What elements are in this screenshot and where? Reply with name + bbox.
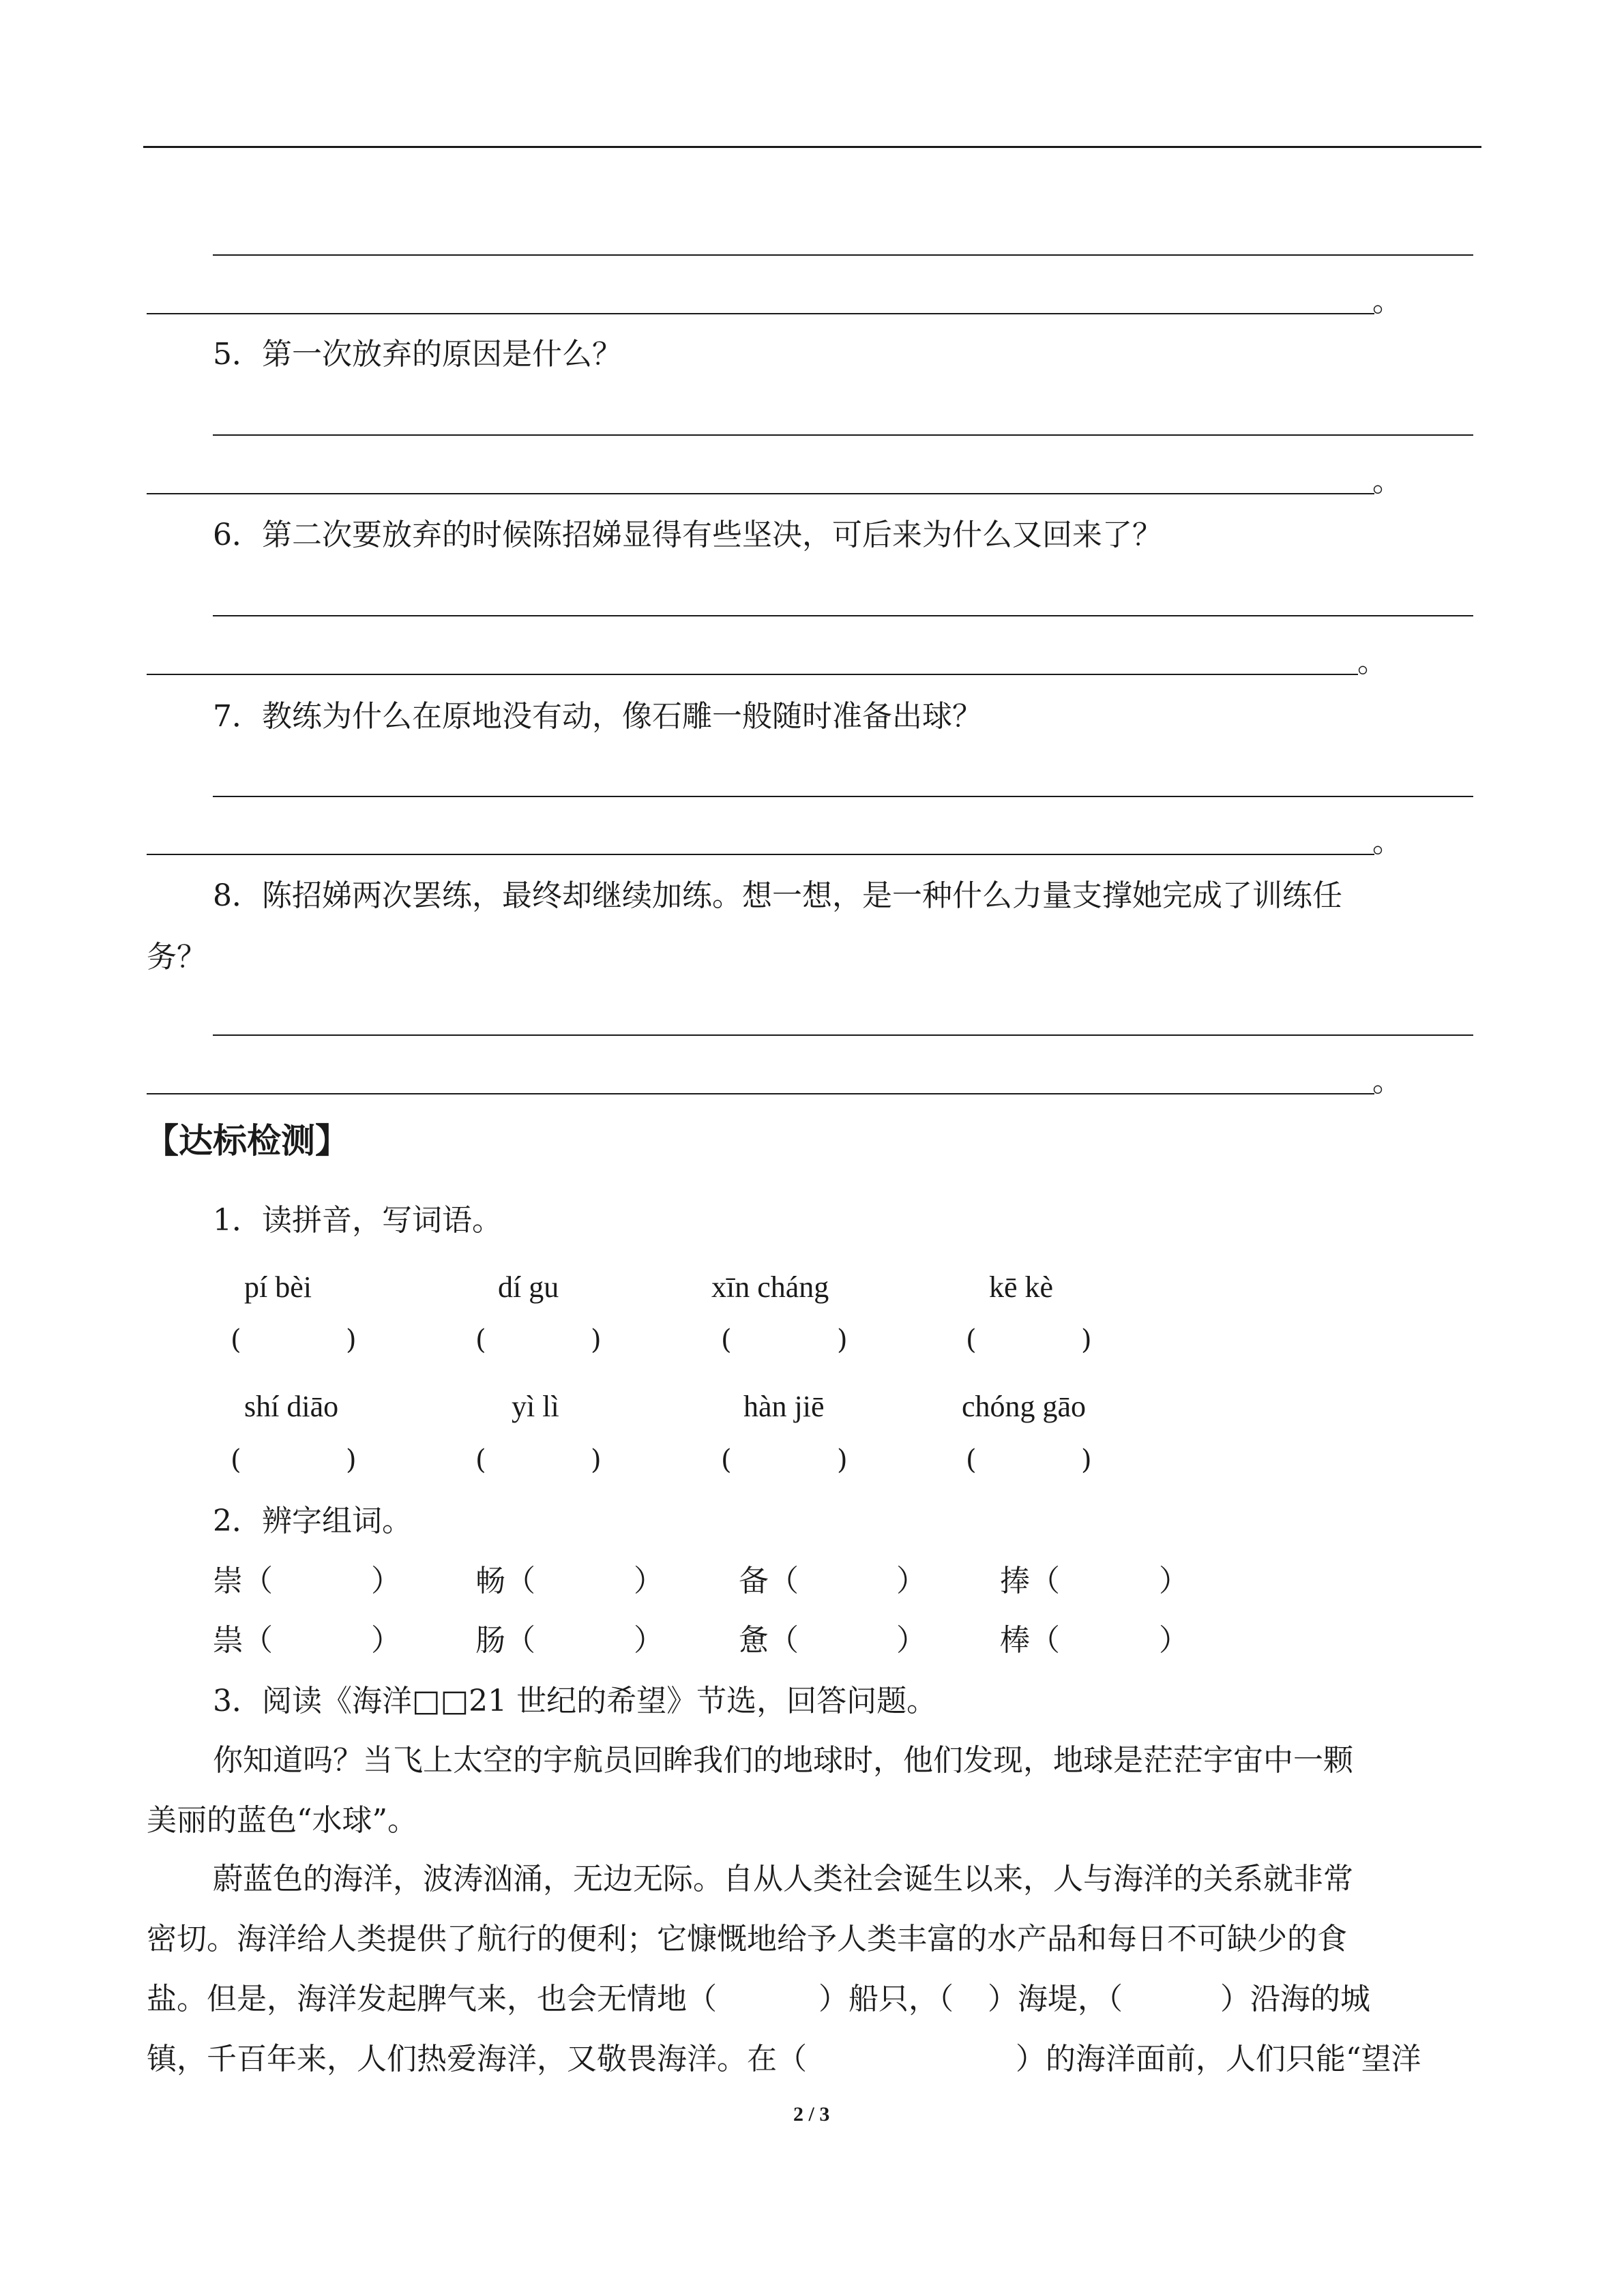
assessment-q1-title: 1．读拼音，写词语。 bbox=[213, 1203, 502, 1238]
answer-line[interactable] bbox=[213, 1034, 1473, 1036]
char-item-close: ） bbox=[896, 1623, 926, 1658]
char-item: 捧（ bbox=[1000, 1564, 1060, 1598]
answer-paren-close: ) bbox=[837, 1324, 848, 1356]
answer-paren-close: ) bbox=[837, 1444, 848, 1476]
answer-paren-close: ) bbox=[346, 1444, 357, 1476]
char-item-close: ） bbox=[634, 1623, 664, 1658]
answer-period: 。 bbox=[1372, 464, 1402, 498]
answer-paren-open: ( bbox=[966, 1324, 977, 1356]
pinyin: dí gu bbox=[498, 1270, 559, 1304]
char-item: 祟（ bbox=[213, 1623, 273, 1658]
passage-line: 盐。但是，海洋发起脾气来，也会无情地（ bbox=[147, 1982, 717, 2016]
answer-line[interactable] bbox=[213, 615, 1473, 616]
answer-paren-open: ( bbox=[721, 1324, 732, 1356]
char-item: 棒（ bbox=[1000, 1623, 1060, 1658]
answer-paren-close: ) bbox=[591, 1444, 602, 1476]
passage-line: ）的海洋面前，人们只能“望洋 bbox=[1016, 2042, 1421, 2076]
answer-line[interactable] bbox=[213, 796, 1473, 797]
char-item: 畅（ bbox=[475, 1564, 535, 1598]
answer-paren-open: ( bbox=[721, 1444, 732, 1476]
pinyin: xīn cháng bbox=[711, 1270, 829, 1304]
passage-line: 蔚蓝色的海洋，波涛汹涌，无边无际。自从人类社会诞生以来，人与海洋的关系就非常 bbox=[213, 1862, 1353, 1896]
char-item: 崇（ bbox=[213, 1564, 273, 1598]
answer-period: 。 bbox=[1372, 1064, 1402, 1099]
answer-line bbox=[213, 254, 1473, 256]
pinyin: chóng gāo bbox=[962, 1390, 1087, 1423]
answer-line bbox=[147, 313, 1374, 314]
answer-period: 。 bbox=[1372, 284, 1402, 318]
answer-paren-open: ( bbox=[475, 1324, 486, 1356]
answer-line[interactable] bbox=[213, 434, 1473, 436]
passage-line: 你知道吗？当飞上太空的宇航员回眸我们的地球时，他们发现，地球是茫茫宇宙中一颗 bbox=[213, 1743, 1353, 1778]
answer-paren-open: ( bbox=[475, 1444, 486, 1476]
section-title: 【达标检测】 bbox=[145, 1121, 349, 1161]
question-5: 5．第一次放弃的原因是什么？ bbox=[213, 337, 622, 372]
pinyin: shí diāo bbox=[244, 1390, 339, 1423]
answer-paren-open: ( bbox=[231, 1444, 241, 1476]
answer-paren-open: ( bbox=[231, 1324, 241, 1356]
question-8-line-1: 8．陈招娣两次罢练，最终却继续加练。想一想，是一种什么力量支撑她完成了训练任 bbox=[213, 878, 1342, 913]
passage-line: 美丽的蓝色“水球”。 bbox=[147, 1803, 417, 1838]
header-rule bbox=[143, 146, 1481, 148]
passage-line: ）海堤，（ bbox=[988, 1982, 1123, 2016]
passage-line: 密切。海洋给人类提供了航行的便利；它慷慨地给予人类丰富的水产品和每日不可缺少的食 bbox=[147, 1922, 1347, 1956]
answer-period: 。 bbox=[1357, 644, 1387, 679]
answer-line[interactable] bbox=[147, 1093, 1374, 1094]
char-item-close: ） bbox=[371, 1623, 401, 1658]
pinyin: pí bèi bbox=[244, 1270, 312, 1304]
pinyin: hàn jiē bbox=[743, 1390, 825, 1423]
char-item: 备（ bbox=[739, 1564, 799, 1598]
answer-line[interactable] bbox=[147, 854, 1374, 855]
question-7: 7．教练为什么在原地没有动，像石雕一般随时准备出球？ bbox=[213, 699, 982, 734]
answer-line[interactable] bbox=[147, 493, 1374, 494]
char-item: 肠（ bbox=[475, 1623, 535, 1658]
passage-line: ）沿海的城 bbox=[1220, 1982, 1370, 2016]
passage-line: 镇，千百年来，人们热爱海洋，又敬畏海洋。在（ bbox=[147, 2042, 807, 2076]
passage-line: ）船只，（ bbox=[818, 1982, 954, 2016]
char-item-close: ） bbox=[1159, 1564, 1189, 1598]
answer-period: 。 bbox=[1372, 824, 1402, 859]
pinyin: kē kè bbox=[989, 1270, 1054, 1304]
question-8-line-2: 务？ bbox=[147, 940, 207, 974]
answer-paren-close: ) bbox=[1081, 1444, 1092, 1476]
answer-paren-close: ) bbox=[346, 1324, 357, 1356]
answer-paren-open: ( bbox=[966, 1444, 977, 1476]
answer-paren-close: ) bbox=[591, 1324, 602, 1356]
question-6: 6．第二次要放弃的时候陈招娣显得有些坚决，可后来为什么又回来了？ bbox=[213, 518, 1162, 552]
pinyin: yì lì bbox=[512, 1390, 559, 1423]
char-item-close: ） bbox=[896, 1564, 926, 1598]
char-item-close: ） bbox=[371, 1564, 401, 1598]
assessment-q3-title: 3．阅读《海洋□□21 世纪的希望》节选，回答问题。 bbox=[213, 1684, 937, 1718]
answer-paren-close: ) bbox=[1081, 1324, 1092, 1356]
answer-line[interactable] bbox=[147, 674, 1358, 675]
assessment-q2-title: 2．辨字组词。 bbox=[213, 1504, 412, 1538]
char-item-close: ） bbox=[634, 1564, 664, 1598]
page-number: 2 / 3 bbox=[793, 2103, 830, 2126]
char-item-close: ） bbox=[1159, 1623, 1189, 1658]
char-item: 惫（ bbox=[739, 1623, 799, 1658]
